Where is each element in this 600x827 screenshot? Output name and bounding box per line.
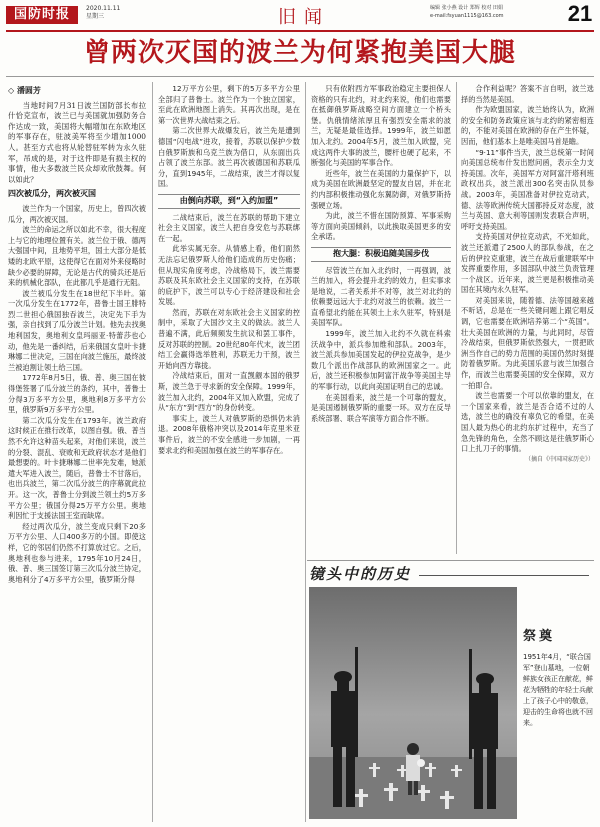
paragraph: 波兰也需要一个可以依靠的盟友，在一个国家来看，波兰是否合适不过的人选，波兰也的确没有辜负它的希望，在美国人最为热心的北约东扩过程中，充当了急先锋的角色，全然不顾这是往俄罗斯心口上扎刀子的事情。 — [461, 391, 594, 454]
subheading-2: 由倒向苏联，到“入约加盟” — [158, 194, 300, 209]
paragraph: 第二次瓜分发生在1793年。波兰政府这时候正在推行改革，以图自强。俄、普当然不允许这种苗头起来，对他们来说，波兰的分裂、混乱、衰败和无政府状态才是他们最想要的。叶卡捷琳娜二世率先发难，她派遣大军进入波兰，随后，普鲁士不甘落后，也出兵波兰，第二次瓜分波兰的序幕就此拉开。这一次，普鲁士分到波兰领土约5万多平方公里；俄国分得25万平方公里。奥地利因忙于支援法国王室而缺席。 — [8, 415, 146, 521]
article-headline: 曾两次灭国的波兰为何紧抱美国大腿 — [83, 38, 516, 68]
paragraph: 对美国来说，随着德、法等国越来越不听话，总是在一些关键问题上跟它唱反调，它也需要在欧洲培养第二个“英国”。壮大美国在欧洲的力量，与此同时，尽管冷战结束，但俄罗斯依然强大，一贯把欧洲当作自己的势力范围的美国仍然时刻提防着俄罗斯。为此美国乐意与波兰加强合作，而波兰也需要美国的安全保障，双方一拍即合。 — [461, 295, 594, 390]
paragraph: 此举实属无奈。从情感上看，他们面然无法忘记俄罗斯人给他们造成的历史伤痛；但从现实角度考虑，冷战格局下，波兰需要苏联及其东欧社会主义国家的支持，在苏联的庇护下，波兰可以专心于经济建设和社会发展。 — [158, 244, 300, 307]
paragraph: 第二次世界大战爆发后，波兰先是遭到德国“闪电战”进攻，接着，苏联以保护少数白俄罗斯族和乌克兰族为借口，从东面出兵占领了波兰东部。波兰再次被德国和苏联瓜分，直到1945年，二战结束，波兰才得以复国。 — [158, 126, 300, 189]
source-note: （摘自《中国国家历史》） — [524, 455, 594, 463]
photo-section-title: 镜头中的历史 — [309, 565, 412, 583]
newspaper-logo: 国防时报 — [6, 6, 78, 24]
photo-caption-title: 祭奠 — [523, 629, 556, 644]
column-1 — [8, 84, 146, 822]
column-divider — [305, 82, 306, 822]
byline: ◇ 潘圆芳 — [8, 86, 41, 95]
photo-caption — [523, 631, 593, 729]
headline-rule — [6, 76, 594, 77]
paragraph: 只有依附西方军事政治稳定主要担保人资格的只有北约，对北约来说，他们也需要在抵御俄罗斯战略空间方面建立一个桥头堡。仇俄情绪浓厚且有强烈安全需求的波兰，无疑是最佳选择。1999年，波兰如愿加入北约。2004年5月，波兰加入欧盟，完成这两件大事的波兰，腰杆也硬了起来，不断强化与美国的军事合作。 — [311, 84, 451, 168]
paragraph: 波兰被瓜分发生在18世纪下半叶。第一次瓜分发生在1772年，普鲁士国王腓特烈二世担心俄国独吞波兰，决定先下手为强，亲自找到了瓜分波兰计划。他先去找奥地利国发，奥地利女皇玛丽亚·特蕾莎也心动，他先是一番纠结，后来俄国女皇叶卡捷琳娜二世决定，三国在向波兰施压，最终波兰被迫割让领土给三国。 — [8, 288, 146, 372]
editors-info — [430, 4, 570, 20]
paragraph: 1999年，波兰加入北约不久就在科索沃战争中，派兵参加维和部队。2003年，波兰派兵参加美国发起的伊拉克战争，是少数几个派出作战部队的欧洲国家之一。此后，波兰还积极参加阿富汗战争等美国主导的军事行动，以此向美国证明自己的忠诚。 — [311, 329, 451, 392]
column-3 — [311, 84, 451, 556]
page-header — [0, 0, 600, 30]
paragraph: 波兰的命运之所以如此不幸，很大程度上与它的地理位置有关。波兰位于俄、德两大强国中间，且地势平坦，国土大部分是低矮的北欧平原，这使得它在面对外来侵略时缺少必要的屏障，无论是古代的骑兵还是后来的机械化部队，在此都几乎是通行无阻。 — [8, 225, 146, 288]
issue-date — [86, 5, 120, 21]
photo-title-rule — [419, 575, 589, 576]
paragraph: 1772年8月5日，俄、普、奥三国在彼得堡签署了瓜分波兰的条约，其中，普鲁士分得3万多平方公里，奥地利8万多平方公里，俄罗斯9万多平方公里。 — [8, 373, 146, 415]
paragraph: 经过两次瓜分，波兰变成只剩下20多万平方公里、人口400多万的小国。即使这样，它的邻居们仍然不打算放过它。之后，奥地利也参与进来，1795年10月24日，俄、普、奥三国签订第三次瓜分波兰协定，奥地利分了4万多平方公里，俄罗斯分得 — [8, 521, 146, 584]
historical-photo — [309, 587, 517, 819]
paragraph: “9·11”事件当天，波兰总统第一时间向美国总统布什发出慰问函，表示全力支持美国。次年，美国军方对阿富汗塔利班政权出兵，波兰派出300名突击队员参战。2003年，美国准备对伊拉克动武，德、法等欧洲传统大国都持反对态度，波兰与英国、意大利等国则发表联合声明，呼吁支持美国。 — [461, 147, 594, 231]
column-divider — [152, 82, 153, 822]
paragraph: 合作利益呢？答案不言自明，波兰选择的当然是美国。 — [461, 84, 594, 104]
column-4 — [461, 84, 594, 556]
paragraph: 作为欧盟国家，波兰始终认为，欧洲的安全和防务政策应该与北约的紧密相连的，不能对美国在欧洲的存在产生怀疑，因而，他们基本上是唯美国马首是瞻。 — [461, 105, 594, 146]
paragraph: 冷战结束后，面对一直觊觎本国的俄罗斯，波兰急于寻求新的安全保障。1999年，波兰加入北约，2004年又加入欧盟，完成了从“东方”到“西方”的身份转变。 — [158, 371, 300, 413]
weekday-text: 星期三 — [86, 13, 105, 20]
paragraph: 近些年，波兰在美国的力量保护下，以成为美国在欧洲最坚定的盟友自居，并在北约内部积极推动强化东翼防御，对俄罗斯持强硬立场。 — [311, 168, 451, 210]
editors-text: 编辑 张小燕 设计 郑辉 校对 田娟 — [430, 5, 503, 11]
paragraph: 12万平方公里，剩下的5万多平方公里全部归了普鲁士。波兰作为一个独立国家，至此在欧洲地图上消失。其再次出现，是在第一次世界大战结束之后。 — [158, 84, 300, 125]
paragraph: 二战结束后，波兰在苏联的帮助下建立社会主义国家，波兰人把自身安危与苏联绑在一起。 — [158, 212, 300, 243]
page-number: 21 — [567, 1, 593, 26]
paragraph: 为此，波兰不惜在国防预算、军事采购等方面向美国倾斜，以此换取美国更多的安全承诺。 — [311, 211, 451, 242]
subheading-1: 四次被瓜分，两次被灭国 — [8, 189, 96, 199]
header-rule — [6, 30, 594, 32]
paragraph: 事实上，波兰人对俄罗斯的恐惧仍未消退。2008年俄格冲突以及2014年克里米亚事件后，波兰的不安全感进一步加剧，一再要求北约和美国加强在波兰的军事存在。 — [158, 413, 300, 455]
lead-paragraph: 当地时间7月31日波兰国防部长布拉什恰克宣布，波兰已与美国就加强防务合作达成一致，美国将大幅增加在东欧地区的军事存在，驻波美军将至少增加1000人。甚至方式也将从轮替驻军转为永久驻军，吊成的是，对于这件即是有损主权的事情，他大多数波兰民众却欢欣鼓舞。何以如此？ — [8, 100, 146, 184]
column-2 — [158, 84, 300, 822]
email-text: e-mail:fsyuan1115@163.com — [430, 13, 504, 19]
history-photo-section — [307, 560, 594, 821]
paragraph: 波兰作为一个国家，历史上，曾四次被瓜分，两次被灭国。 — [8, 203, 146, 224]
column-divider — [456, 82, 457, 554]
subheading-3: 抱大腿：积极追随美国步伐 — [311, 247, 451, 262]
photo-caption-text: 1951年4月，“联合国军”登山墓地，一位朝鲜族女孩正在献花，鲜花为牺牲的年轻士兵献上了孩子心中的敬意，迎击的生命将也就不回来。 — [523, 653, 593, 727]
paragraph: 尽管波兰在加入北约时，一再强调，波兰的加入，将会提升北约的效力，但实事求是地说，二者关系并不对等，波兰对北约的依赖要远远大于北约对波兰的依赖。波兰一直希望北约能在其领土上永久驻军，特别是美国军队。 — [311, 265, 451, 328]
paragraph: 支持美国对伊拉克动武，不光如此，波兰还派遣了2500人的部队参战，在之后的伊拉克重建，波兰在战后重建联军中发挥重要作用，多国部队中波兰负责管理一个战区。近年来，波兰更是积极推动美国在其境内永久驻军。 — [461, 232, 594, 295]
date-text: 2020.11.11 — [86, 5, 121, 12]
section-title: 旧闻 — [278, 7, 330, 28]
paragraph: 在美国看来，波兰是一个可靠的盟友，是美国遏制俄罗斯的重要一环。双方在反导系统部署、联合军演等方面合作不断。 — [311, 392, 451, 423]
paragraph: 然而，苏联在对东欧社会主义国家的控制中，采取了大国沙文主义的做法。波兰人普遍不满，此后频频发生抗议和罢工事件，反对苏联的控制。20世纪80年代末，波兰团结工会赢得选举胜利，苏联无力干预，波兰开始向西方靠拢。 — [158, 307, 300, 370]
